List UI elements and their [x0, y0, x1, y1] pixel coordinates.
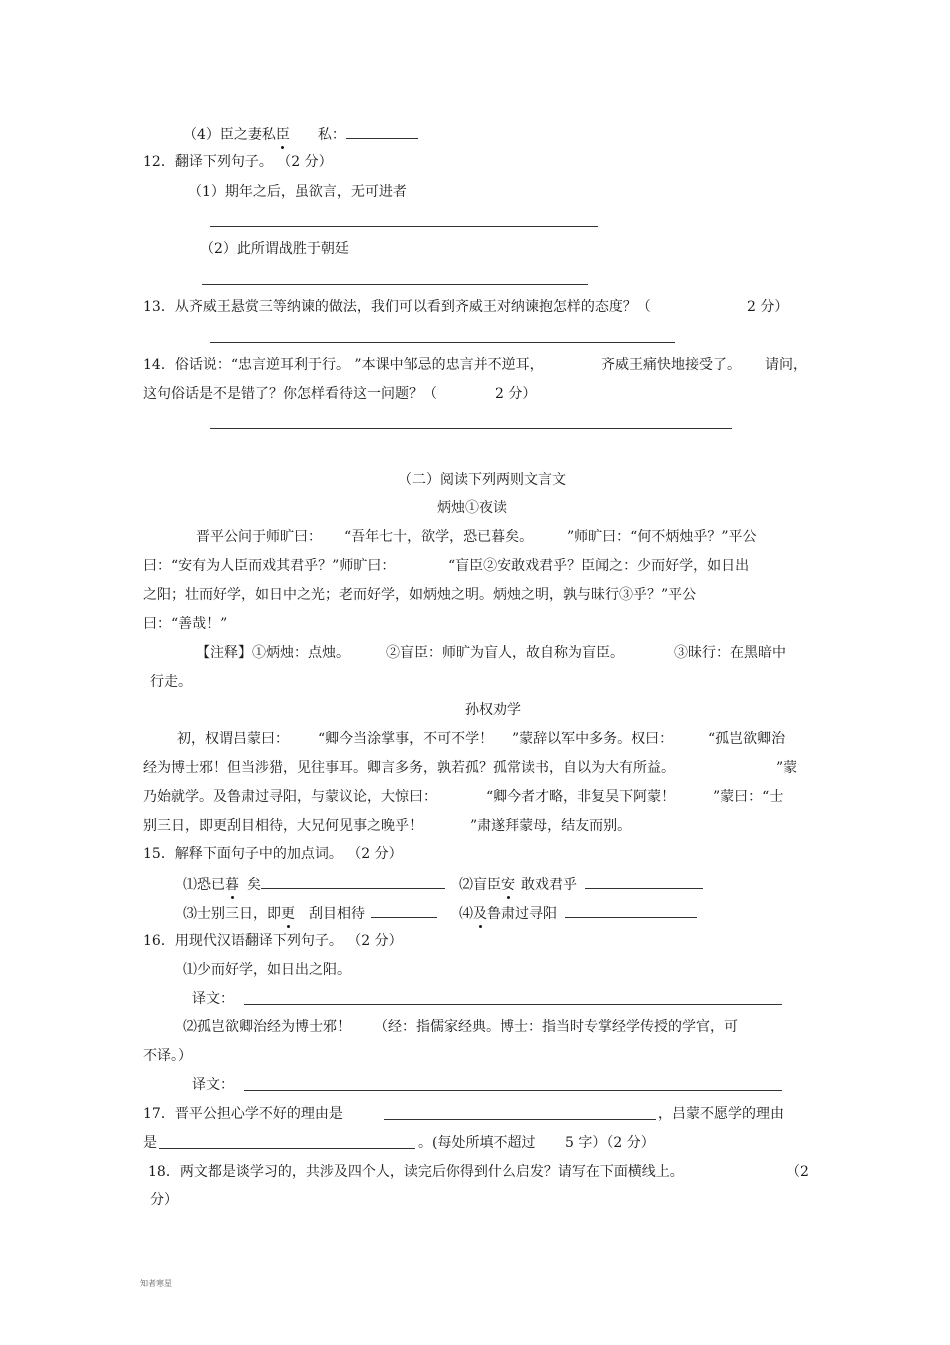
q15-item1-pre: ⑴恐已 [183, 877, 225, 893]
q12-item1: （1）期年之后，虽欲言，无可进者 [188, 184, 407, 200]
q16-item2-b: （经：指儒家经典。博士：指当时专掌经学传授的学官，可 [374, 1019, 738, 1035]
q15-item3 [183, 903, 437, 923]
passage1-note-d: 行走。 [150, 674, 192, 690]
q14-line2-b: 2 分） [495, 386, 537, 402]
q15-item2-dotted-char: 安 [501, 877, 515, 893]
q14-line1-c: 请问， [765, 357, 807, 373]
q15-item4-dotted-char: 及 [473, 906, 487, 922]
passage2-line4-a: 别三日，即更刮目相待，大兄何见事之晚乎！ [143, 818, 423, 834]
q16-title: 16．用现代汉语翻译下列句子。 （2 分） [143, 933, 403, 949]
q13-answer-line[interactable] [210, 342, 675, 343]
q16-item2-a: ⑵孤岂欲卿治经为博士邪！ [183, 1019, 351, 1035]
passage1-line4: 曰：“善哉！” [143, 616, 228, 632]
passage2-line1-c: ”蒙辞以军中多务。权曰： [512, 731, 674, 747]
q17-line2-a: 是 [143, 1135, 157, 1151]
passage2-line3-a: 乃始就学。及鲁肃过寻阳，与蒙议论，大惊曰： [143, 789, 437, 805]
q15-item2-answer-blank[interactable] [585, 874, 703, 889]
q17-line1-b: ，吕蒙不愿学的理由 [658, 1106, 784, 1122]
q15-item4-post: 鲁肃过寻阳 [487, 906, 557, 922]
q17-answer-line-2[interactable] [159, 1148, 415, 1149]
q17-line2-c: 5 字）（2 分） [565, 1135, 655, 1151]
passage2-line3-b: “卿今者才略，非复吴下阿蒙！ [486, 789, 676, 805]
q16-item2-yiwen-label: 译文： [192, 1077, 234, 1093]
footer-note: 知者寒星 [140, 1279, 172, 1288]
passage1-line3: 之阳；壮而好学，如日中之光；老而好学，如炳烛之明。炳烛之明，孰与昧行③乎？”平公 [143, 587, 697, 603]
passage2-line1-d: “孤岂欲卿治 [708, 731, 786, 747]
q16-item2-answer-line[interactable] [244, 1090, 782, 1091]
q14-answer-line[interactable] [210, 428, 732, 429]
passage1-line1-b: “吾年七十，欲学，恐已暮矣。 [344, 529, 534, 545]
q15-item3-post: 刮目相待 [309, 906, 365, 922]
q18-score-b: 分） [150, 1192, 178, 1208]
q15-item1-dotted-char: 暮 [225, 877, 239, 893]
passage2-line2-b: ”蒙 [776, 760, 798, 776]
q16-item1-yiwen-label: 译文： [192, 991, 234, 1007]
passage1-title: 炳烛①夜读 [437, 500, 507, 516]
passage2-line3-c: ”蒙曰：“士 [713, 789, 784, 805]
q16-item1: ⑴少而好学，如日出之阳。 [183, 962, 351, 978]
q14-line2-a: 这句俗话是不是错了？你怎样看待这一问题？（ [143, 386, 437, 402]
q12-item2-answer-line[interactable] [202, 284, 588, 285]
q11-item4-mid: 私： [317, 127, 346, 143]
passage1-note-b: ②盲臣：师旷为盲人，故自称为盲臣。 [386, 645, 624, 661]
q15-item4 [459, 903, 697, 923]
q15-item1-post: 矣 [247, 877, 261, 893]
q11-item4-dotted-char: 臣 [275, 127, 290, 143]
q15-item3-answer-blank[interactable] [371, 903, 437, 918]
q17-answer-line-1[interactable] [384, 1119, 656, 1120]
q11-item4-answer-blank[interactable] [346, 124, 418, 139]
q15-item1 [183, 874, 445, 894]
passage1-line1-a: 晋平公问于师旷曰： [196, 529, 322, 545]
passage2-line1-b: “卿今当涂掌事，不可不学！ [318, 731, 494, 747]
passage1-line2-a: 曰：“安有为人臣而戏其君乎？”师旷曰： [143, 558, 396, 574]
passage1-line1-c: ”师旷曰：“何不炳烛乎？”平公 [567, 529, 757, 545]
q11-item4 [183, 124, 418, 144]
q15-item3-pre: ⑶士别三日，即 [183, 906, 281, 922]
passage2-title: 孙权劝学 [465, 702, 521, 718]
q15-item2-post: 敢戏君乎 [521, 877, 577, 893]
passage2-line2-a: 经为博士邪！但当涉猎，见往事耳。卿言多务，孰若孤？孤常读书，自以为大有所益。 [143, 760, 675, 776]
q15-item4-pre: ⑷ [459, 906, 473, 922]
section2-heading: （二）阅读下列两则文言文 [398, 472, 566, 488]
q14-line1-b: 齐威王痛快地接受了。 [601, 357, 741, 373]
q13-score: 2 分） [747, 299, 789, 315]
passage2-line4-b: ”肃遂拜蒙母，结友而别。 [470, 818, 632, 834]
q16-item2-c: 不译。） [143, 1048, 192, 1064]
passage1-note-a: 【注释】①炳烛：点烛。 [196, 645, 350, 661]
q13-question: 13．从齐威王悬赏三等纳谏的做法，我们可以看到齐威王对纳谏抱怎样的态度？（ [143, 299, 651, 315]
passage1-line2-b: “盲臣②安敢戏君乎？臣闻之：少而好学，如日出 [448, 558, 750, 574]
q15-item4-answer-blank[interactable] [565, 903, 697, 918]
passage2-line1-a: 初，权谓吕蒙曰： [177, 731, 289, 747]
q15-item2-pre: ⑵盲臣 [459, 877, 501, 893]
q16-item1-answer-line[interactable] [244, 1004, 782, 1005]
q13-text [143, 298, 651, 316]
q18-score-a: （2 [786, 1164, 809, 1180]
q14-line1-a: 14．俗话说：“忠言逆耳利于行。 ”本课中邹忌的忠言并不逆耳， [143, 357, 544, 373]
passage1-note-c: ③昧行：在黑暗中 [674, 645, 786, 661]
q15-item3-dotted-char: 更 [281, 906, 295, 922]
q15-item1-answer-blank[interactable] [261, 874, 445, 889]
q17-line2-b: 。(每处所填不超过 [418, 1135, 536, 1151]
q12-item1-answer-line[interactable] [210, 226, 598, 227]
q17-line1-a: 17．晋平公担心学不好的理由是 [143, 1106, 343, 1122]
q15-title: 15．解释下面句子中的加点词。 （2 分） [143, 846, 403, 862]
q12-title: 12．翻译下列句子。 （2 分） [143, 154, 333, 170]
q18-line1: 18．两文都是谈学习的，共涉及四个人，读完后你得到什么启发？请写在下面横线上。 [148, 1164, 684, 1180]
q11-item4-prefix: （4）臣之妻私 [183, 127, 276, 143]
q15-item2 [459, 874, 703, 894]
q12-item2: （2）此所谓战胜于朝廷 [200, 241, 349, 257]
